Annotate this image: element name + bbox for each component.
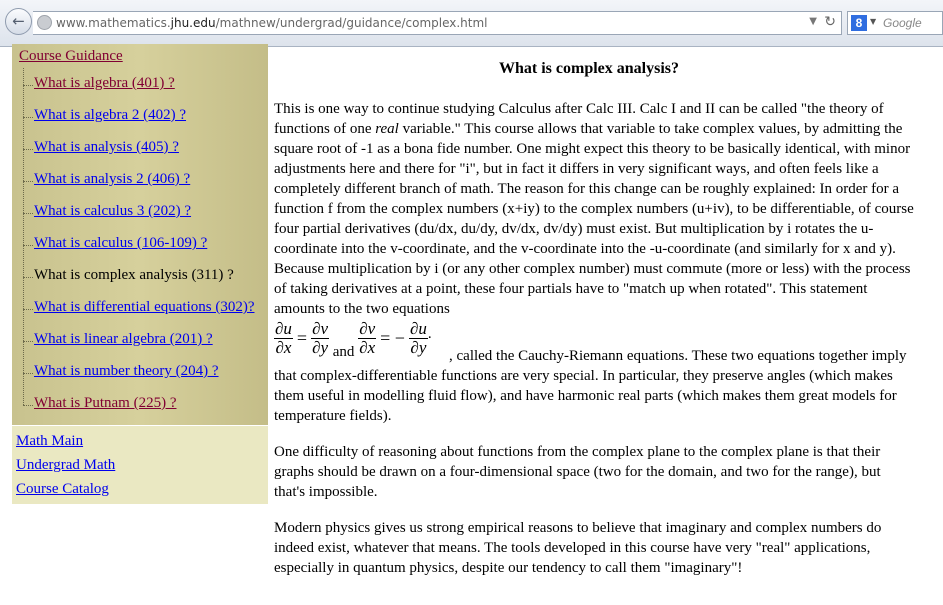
page-title: What is complex analysis? xyxy=(498,60,679,77)
paragraph-2: One difficulty of reasoning about functions from the complex plane to the complex plane is that their graphs should be drawn on a four-dimensional space (two for the domain, and two for the range), but that's impossible. xyxy=(274,444,881,500)
reload-icon[interactable]: ↻ xyxy=(824,14,836,30)
url-path: /mathnew/undergrad/guidance/complex.html xyxy=(215,16,488,30)
address-bar[interactable] xyxy=(33,11,842,35)
sidebar-link-linear-algebra[interactable]: What is linear algebra (201) ? xyxy=(34,331,213,347)
site-links-panel xyxy=(12,426,268,504)
eq1-operator: = xyxy=(296,328,308,348)
eq1-right-fraction: $\frac{\partial v}{\partial y}$ xyxy=(312,319,329,357)
sidebar-link-calculus-3[interactable]: What is calculus 3 (202) ? xyxy=(34,203,192,219)
search-placeholder[interactable]: Google xyxy=(883,16,922,30)
url-domain: jhu.edu xyxy=(170,16,216,30)
sidebar-link-differential-equations[interactable]: What is differential equations (302)? xyxy=(34,299,255,315)
sidebar-link-analysis[interactable]: What is analysis (405) ? xyxy=(34,139,179,155)
sidebar-link-putnam[interactable]: What is Putnam (225) ? xyxy=(34,395,177,411)
search-bar[interactable] xyxy=(847,11,943,35)
p1-text-a: This is one way to continue studying Calculus after Calc III. Calc I and II can be called "the theory of functions of one xyxy=(274,101,884,137)
undergrad-math-link[interactable]: Undergrad Math xyxy=(16,457,116,473)
sidebar-link-calculus[interactable]: What is calculus (106-109) ? xyxy=(34,235,208,251)
sidebar-item-linear-algebra xyxy=(23,331,267,351)
back-arrow-icon[interactable]: ← xyxy=(5,8,32,35)
paragraph-3: Modern physics gives us strong empirical reasons to believe that imaginary and complex numbers do indeed exist, whatever that means. The tools developed in this course have very "real" applications, especially in quantum physics, despite our tendency to call them "imaginary"! xyxy=(274,520,882,576)
url-prefix: www.mathematics. xyxy=(56,16,171,30)
dropdown-arrow-icon[interactable]: ▼ xyxy=(809,16,817,27)
course-catalog-link[interactable]: Course Catalog xyxy=(16,481,109,497)
paragraph-1-continued: , called the Cauchy-Riemann equations. These two equations together imply that complex-differentiable functions are very special. In particular, they preserve angles (which makes them useful in modelling fluid flow), and have harmonic real parts (which makes them great models for temperature fields). xyxy=(274,348,907,424)
sidebar-link-algebra-2[interactable]: What is algebra 2 (402) ? xyxy=(34,107,187,123)
sidebar-item-differential-equations xyxy=(23,299,267,319)
sidebar-link-algebra[interactable]: What is algebra (401) ? xyxy=(34,75,175,91)
sidebar-item-number-theory xyxy=(23,363,267,383)
url-text[interactable] xyxy=(56,16,488,30)
paragraph-1 xyxy=(274,99,914,319)
p1-text-b: variable." This course allows that variable to take complex values, by admitting the square root of -1 as a bona fide number. One might expect this theory to be basically identical, with minor adjustments here and there for "i", but in fact it differs in very significant ways, and often feels like a completely different branch of math. The reason for this change can be roughly explained: In order for a function f from the complex numbers (x+iy) to the complex numbers (u+iv), to be differentiable, of course four partial derivatives (du/dx, du/dy, dv/dx, dv/dy) must exist. But multiplication by i rotates the u-coordinate into the v-coordinate, and the v-coordinate into the -u-coordinate (and similarly for x and y). Because multiplication by i (or any other complex number) must commute (more or less) with the process of taking derivatives at a point, these four partials have to "match up when rotated". This statement amounts to the two equations xyxy=(274,121,914,317)
sidebar-item-analysis-2 xyxy=(23,171,267,191)
eq1-left-fraction: $\frac{\partial u}{\partial x}$ xyxy=(275,319,292,357)
eq2-left-fraction: $\frac{\partial v}{\partial x}$ xyxy=(359,319,376,357)
course-guidance-sidebar xyxy=(12,44,268,425)
browser-toolbar xyxy=(0,0,943,47)
sidebar-current-complex-analysis: What is complex analysis (311) ? xyxy=(34,267,234,283)
course-guidance-link[interactable]: Course Guidance xyxy=(19,48,123,64)
search-engine-caret-icon[interactable]: ▼ xyxy=(870,17,877,26)
eq-period: . xyxy=(427,325,432,342)
sidebar-item-calculus xyxy=(23,235,267,255)
p1-italic: real xyxy=(375,121,399,137)
sidebar-item-putnam xyxy=(23,395,267,415)
sidebar-item-algebra-2 xyxy=(23,107,267,127)
and-word: and xyxy=(332,343,355,360)
eq2-right-fraction: $\frac{\partial u}{\partial y}$ xyxy=(409,319,427,357)
math-main-link[interactable]: Math Main xyxy=(16,433,84,449)
sidebar-item-analysis xyxy=(23,139,267,159)
sidebar-item-algebra xyxy=(23,75,267,95)
sidebar-link-number-theory[interactable]: What is number theory (204) ? xyxy=(34,363,219,379)
eq2-operator: = − xyxy=(380,328,405,348)
globe-icon xyxy=(37,15,52,30)
google-icon[interactable]: 8 xyxy=(851,15,867,31)
sidebar-link-analysis-2[interactable]: What is analysis 2 (406) ? xyxy=(34,171,191,187)
sidebar-item-complex-analysis xyxy=(23,267,267,287)
sidebar-item-calculus-3 xyxy=(23,203,267,223)
